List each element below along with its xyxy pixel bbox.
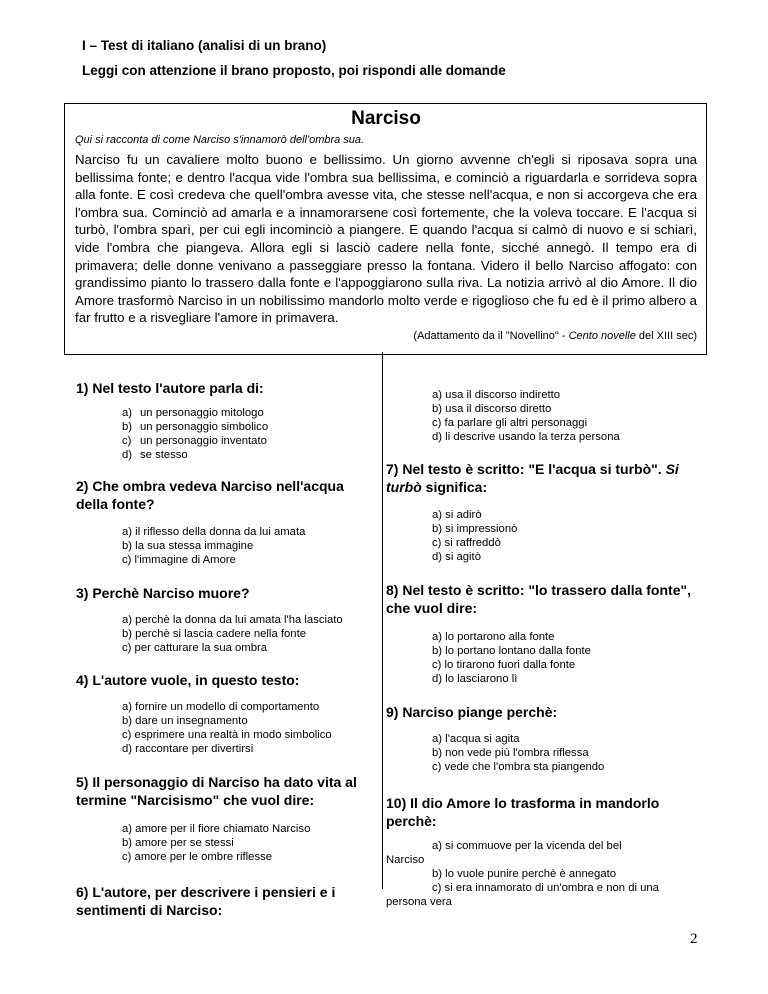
question-1 bbox=[76, 379, 376, 462]
question-text: 7) Nel testo è scritto: "E l'acqua si turbò". Si turbò significa: bbox=[386, 461, 679, 495]
answer-option: c) si raffreddò bbox=[432, 537, 501, 549]
column-divider bbox=[382, 352, 383, 889]
question-2 bbox=[76, 477, 376, 567]
answer-option: a) lo portarono alla fonte bbox=[432, 631, 555, 643]
question-text: 3) Perchè Narciso muore? bbox=[76, 585, 250, 601]
question-text: 5) Il personaggio di Narciso ha dato vita al termine "Narcisismo" che vuol dire: bbox=[76, 774, 357, 808]
answer-options bbox=[386, 630, 704, 686]
question-text: 9) Narciso piange perchè: bbox=[386, 704, 558, 720]
answer-options bbox=[386, 732, 704, 774]
answer-option: b) lo vuole punire perchè è annegato bbox=[432, 868, 617, 880]
answer-option: b) usa il discorso diretto bbox=[432, 403, 552, 415]
passage-intro: Qui si racconta di come Narciso s'innamorò dell'ombra sua. bbox=[75, 134, 365, 146]
answer-option: d) raccontare per divertirsi bbox=[122, 743, 254, 755]
question-4 bbox=[76, 671, 376, 756]
answer-option: a) si commuove per la vicenda del bel Narciso bbox=[386, 840, 622, 866]
question-7 bbox=[386, 460, 704, 564]
passage-body: Narciso fu un cavaliere molto buono e bellissimo. Un giorno avvenne ch'egli si riposava sopra una bellissima fonte; e dentro l'acqua vide l'ombra sua bellissima, e cominciò a riguardarla e sorrideva sopra alla fonte. E così credeva che quell'ombra avesse vita, che stesse nell'acqua, e non si accorgeva che era l'ombra sua. Cominciò ad amarla e a innamorarsene così fortemente, che la voleva toccare. E l'acqua si turbò, l'ombra sparì, per cui egli incominciò a piangere. E quando l'acqua si calmò di nuovo e si schiarì, vide l'ombra che piangeva. Allora egli si lasciò cadere nella fonte, sicché annegò. Il tempo era di primavera; delle donne venivano a passeggiare presso la fontana. Videro il bello Narciso affogato: con grandissimo pianto lo trassero dalla fonte e l'appoggiarono sulla riva. La notizia arrivò al dio Amore. Il dio Amore trasformò Narciso in un nobilissimo mandorlo molto verde e rigoglioso che fu ed è il primo albero a far frutto e a risvegliare l'amore in primavera. bbox=[75, 152, 697, 326]
questions-right-column bbox=[386, 388, 704, 909]
answer-option: b) un personaggio simbolico bbox=[122, 421, 269, 433]
passage-box bbox=[64, 103, 707, 355]
questions-left-column bbox=[76, 379, 376, 919]
answer-option: c) lo tirarono fuori dalla fonte bbox=[432, 659, 576, 671]
question-text: 4) L'autore vuole, in questo testo: bbox=[76, 672, 300, 688]
question-10 bbox=[386, 794, 704, 909]
answer-option: c) fa parlare gli altri personaggi bbox=[432, 417, 588, 429]
question-5 bbox=[76, 773, 376, 864]
answer-options bbox=[76, 700, 376, 756]
answer-options bbox=[386, 839, 704, 909]
answer-option: b) la sua stessa immagine bbox=[122, 540, 254, 552]
answer-option: d) lo lasciarono lì bbox=[432, 673, 518, 685]
answer-option: a) si adirò bbox=[432, 509, 482, 521]
question-6 bbox=[76, 883, 376, 919]
question-text: 1) Nel testo l'autore parla di: bbox=[76, 380, 264, 396]
answer-options bbox=[76, 613, 376, 655]
question-9 bbox=[386, 703, 704, 774]
question-3 bbox=[76, 584, 376, 655]
passage-title: Narciso bbox=[351, 108, 421, 129]
answer-option: b) si impressionò bbox=[432, 523, 518, 535]
answer-option: d) se stesso bbox=[122, 449, 188, 461]
answer-option: a) il riflesso della donna da lui amata bbox=[122, 526, 306, 538]
answer-options bbox=[76, 822, 376, 864]
answer-options bbox=[76, 525, 376, 567]
passage-source: (Adattamento da il "Novellino" - Cento novelle del XIII sec) bbox=[413, 329, 697, 342]
answer-option: b) non vede più l'ombra riflessa bbox=[432, 747, 589, 759]
answer-option: c) esprimere una realtà in modo simbolico bbox=[122, 729, 332, 741]
answer-option: c) si era innamorato di un'ombra e non di una persona vera bbox=[386, 882, 659, 908]
answer-option: a) un personaggio mitologo bbox=[122, 407, 264, 419]
page-instructions: Leggi con attenzione il brano proposto, poi rispondi alle domande bbox=[82, 63, 506, 78]
question-text: 6) L'autore, per descrivere i pensieri e i sentimenti di Narciso: bbox=[76, 884, 336, 918]
answer-option: c) l'immagine di Amore bbox=[122, 554, 236, 566]
page-number: 2 bbox=[690, 931, 698, 947]
answer-option: d) si agitò bbox=[432, 551, 481, 563]
page-title: I – Test di italiano (analisi di un brano) bbox=[82, 38, 327, 53]
answer-option: a) fornire un modello di comportamento bbox=[122, 701, 320, 713]
question-6-options bbox=[386, 388, 704, 444]
answer-option: a) usa il discorso indiretto bbox=[432, 389, 561, 401]
answer-option: a) perchè la donna da lui amata l'ha lasciato bbox=[122, 614, 343, 626]
answer-option: b) perchè si lascia cadere nella fonte bbox=[122, 628, 306, 640]
answer-option: c) amore per le ombre riflesse bbox=[122, 851, 273, 863]
question-text: 8) Nel testo è scritto: "lo trassero dalla fonte", che vuol dire: bbox=[386, 582, 692, 616]
question-text: 10) Il dio Amore lo trasforma in mandorlo perchè: bbox=[386, 795, 660, 829]
answer-option: c) un personaggio inventato bbox=[122, 435, 267, 447]
answer-options bbox=[386, 508, 704, 564]
answer-option: d) li descrive usando la terza persona bbox=[432, 431, 620, 443]
question-text: 2) Che ombra vedeva Narciso nell'acqua della fonte? bbox=[76, 478, 344, 512]
answer-option: a) l'acqua si agita bbox=[432, 733, 520, 745]
answer-option: c) vede che l'ombra sta piangendo bbox=[432, 761, 605, 773]
question-8 bbox=[386, 581, 704, 686]
answer-option: a) amore per il fiore chiamato Narciso bbox=[122, 823, 311, 835]
answer-option: b) amore per se stessi bbox=[122, 837, 234, 849]
answer-options bbox=[76, 406, 376, 462]
answer-option: b) lo portano lontano dalla fonte bbox=[432, 645, 591, 657]
answer-option: b) dare un insegnamento bbox=[122, 715, 248, 727]
answer-option: c) per catturare la sua ombra bbox=[122, 642, 268, 654]
